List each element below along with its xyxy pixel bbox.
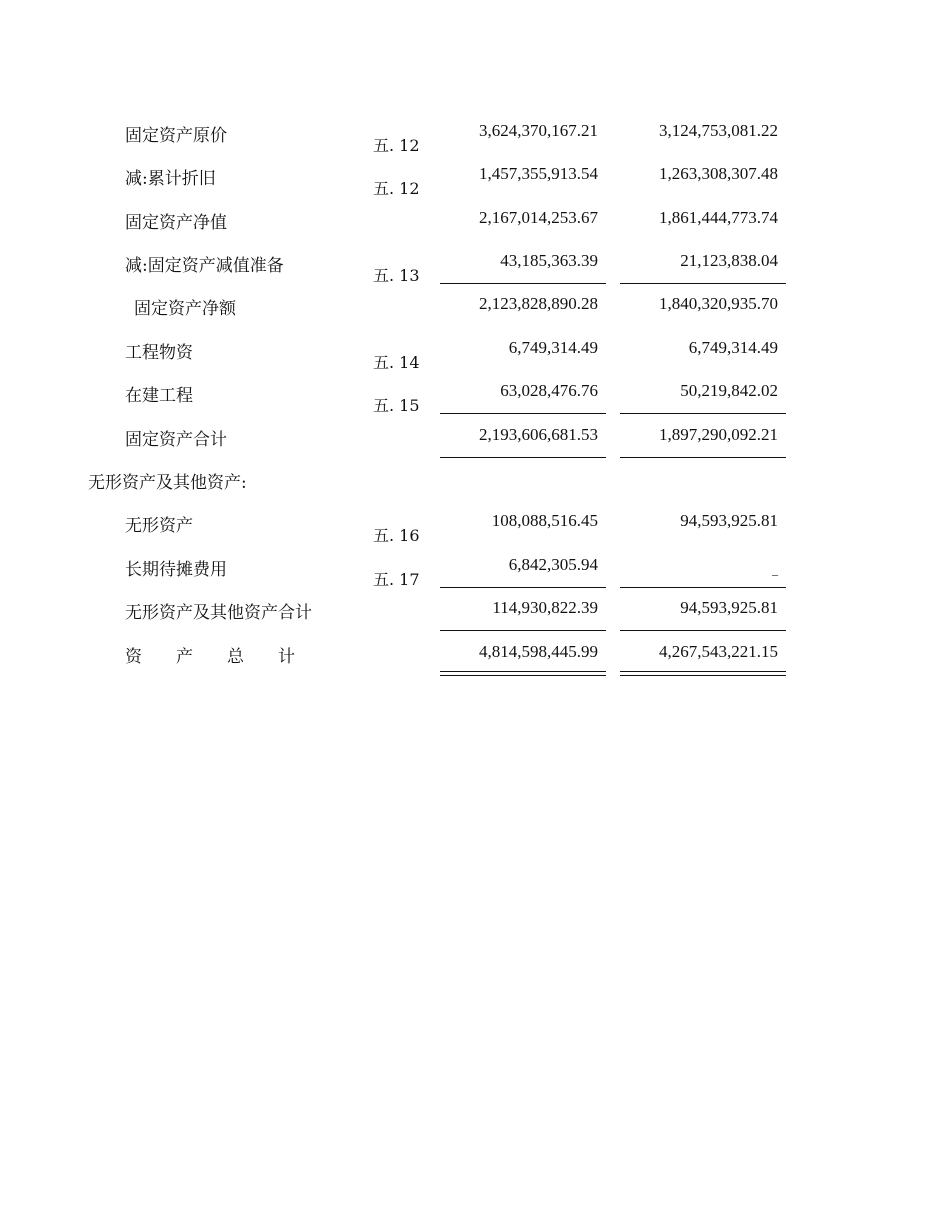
value-prior: 4,267,543,221.15: [659, 642, 778, 661]
value-current: 3,624,370,167.21: [479, 121, 598, 140]
row-label: 工程物资: [125, 343, 193, 363]
row-label: 固定资产原价: [125, 126, 227, 146]
table-row: [0, 511, 950, 551]
value-current: 6,749,314.49: [508, 338, 598, 357]
note-ref: 五. 14: [373, 353, 420, 372]
note-ref: 五. 16: [373, 526, 420, 545]
value-prior: 94,593,925.81: [680, 598, 778, 617]
value-prior: 6,749,314.49: [688, 338, 778, 357]
value-current: 108,088,516.45: [491, 511, 598, 530]
value-current: 2,167,014,253.67: [479, 208, 598, 227]
table-row: [0, 555, 950, 595]
grand-total-row: [0, 642, 950, 682]
note-ref: 五. 13: [373, 266, 420, 285]
table-row: [0, 338, 950, 378]
double-rule: [440, 671, 606, 676]
value-prior: 50,219,842.02: [680, 381, 778, 400]
subtotal-rule: [440, 587, 606, 588]
value-current: 2,123,828,890.28: [479, 294, 598, 313]
value-prior: 1,840,320,935.70: [659, 294, 778, 313]
row-label: 无形资产及其他资产合计: [125, 603, 312, 623]
value-prior: 1,897,290,092.21: [659, 425, 778, 444]
value-current: 6,842,305.94: [508, 555, 598, 574]
section-heading: 无形资产及其他资产:: [88, 473, 247, 493]
table-row: [0, 121, 950, 161]
subtotal-rule: [440, 283, 606, 284]
subtotal-rule: [620, 457, 786, 458]
row-label: 固定资产合计: [125, 430, 227, 450]
row-label: 固定资产净值: [125, 213, 227, 233]
row-label: 资 产 总 计: [125, 647, 295, 667]
value-prior: _: [772, 563, 778, 577]
value-prior: 1,263,308,307.48: [659, 164, 778, 183]
note-ref: 五. 17: [373, 570, 420, 589]
row-label: 减:固定资产减值准备: [125, 256, 284, 276]
table-row: [0, 251, 950, 291]
note-ref: 五. 12: [373, 179, 420, 198]
value-current: 2,193,606,681.53: [479, 425, 598, 444]
value-current: 1,457,355,913.54: [479, 164, 598, 183]
double-rule: [620, 671, 786, 676]
row-label: 固定资产净额: [134, 299, 236, 319]
subtotal-rule: [620, 587, 786, 588]
value-current: 43,185,363.39: [500, 251, 598, 270]
table-row: [0, 425, 950, 465]
note-ref: 五. 12: [373, 136, 420, 155]
section-heading-row: [0, 468, 950, 508]
row-label: 长期待摊费用: [125, 560, 227, 580]
value-prior: 1,861,444,773.74: [659, 208, 778, 227]
subtotal-rule: [620, 283, 786, 284]
value-prior: 21,123,838.04: [680, 251, 778, 270]
row-label: 在建工程: [125, 386, 193, 406]
value-current: 63,028,476.76: [500, 381, 598, 400]
table-row: [0, 294, 950, 334]
subtotal-rule: [440, 630, 606, 631]
value-prior: 94,593,925.81: [680, 511, 778, 530]
table-row: [0, 208, 950, 248]
subtotal-rule: [620, 413, 786, 414]
value-current: 114,930,822.39: [492, 598, 598, 617]
note-ref: 五. 15: [373, 396, 420, 415]
table-row: [0, 164, 950, 204]
subtotal-rule: [440, 413, 606, 414]
subtotal-rule: [620, 630, 786, 631]
table-row: [0, 381, 950, 421]
value-prior: 3,124,753,081.22: [659, 121, 778, 140]
subtotal-rule: [440, 457, 606, 458]
table-row: [0, 598, 950, 638]
row-label: 减:累计折旧: [125, 169, 216, 189]
value-current: 4,814,598,445.99: [479, 642, 598, 661]
row-label: 无形资产: [125, 516, 193, 536]
